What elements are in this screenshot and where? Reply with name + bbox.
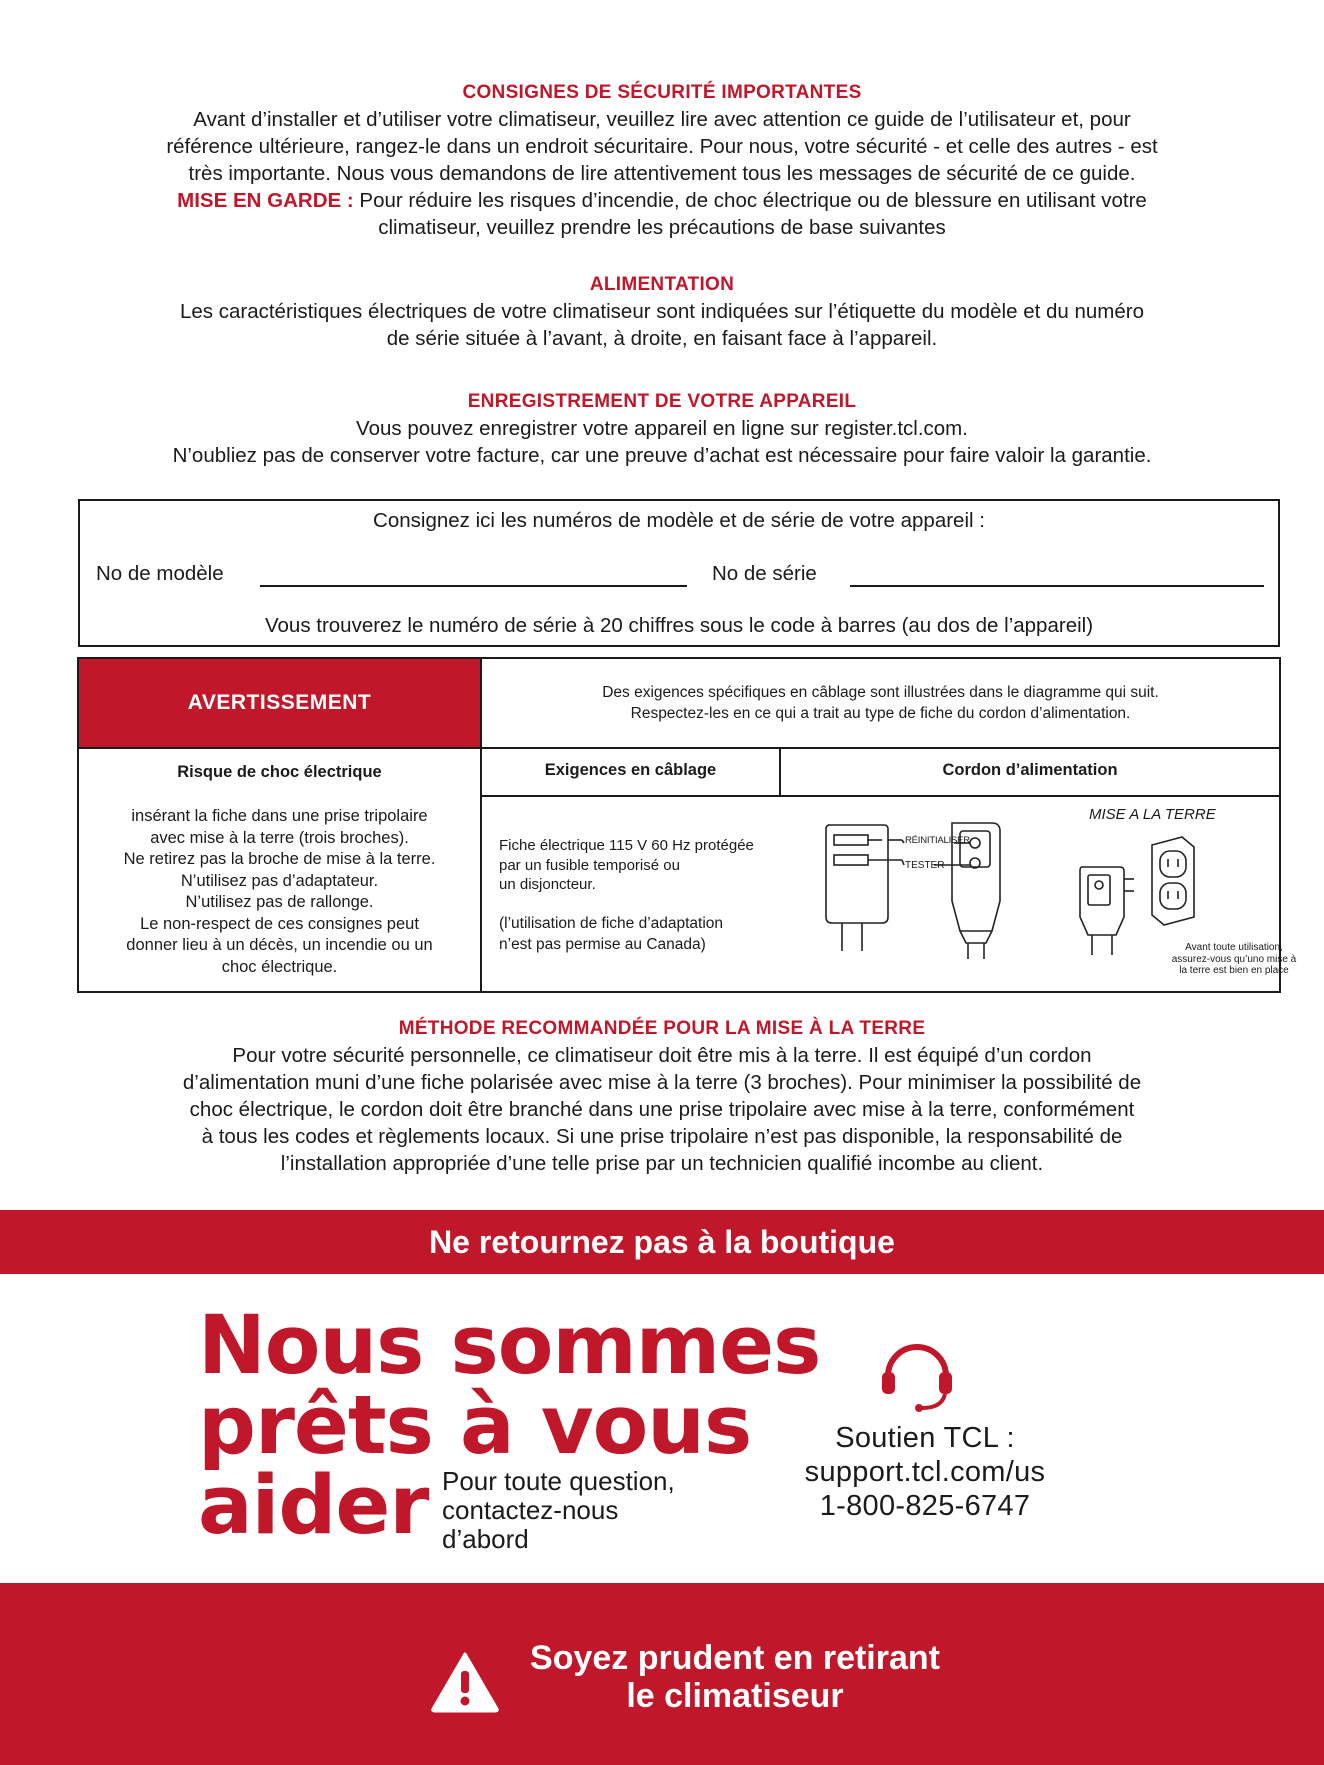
- cord-header: Cordon d’alimentation: [942, 761, 1118, 779]
- warning-intro-line: Des exigences spécifiques en câblage sont illustrées dans le diagramme qui suit.: [602, 684, 1159, 701]
- shock-text: [79, 806, 480, 978]
- help-heading-line: Nous sommes: [198, 1299, 821, 1393]
- ground-note-line: Avant toute utilisation,: [1185, 942, 1283, 953]
- grounding-section: [0, 1016, 1324, 1177]
- serial-label: No de série: [712, 562, 817, 585]
- warning-table: [77, 657, 1297, 993]
- registration-line: Vous pouvez enregistrer votre appareil en ligne sur register.tcl.com.: [356, 417, 968, 440]
- warning-icon: [430, 1651, 500, 1713]
- record-heading: Consignez ici les numéros de modèle et de série de votre appareil :: [373, 509, 985, 532]
- warning-header: AVERTISSEMENT: [79, 659, 480, 747]
- grounding-line: à tous les codes et règlements locaux. Si une prise tripolaire n’est pas disponible, la responsabilité de: [201, 1125, 1123, 1148]
- banner-line: le climatiseur: [626, 1677, 844, 1715]
- wiring-note: [499, 913, 799, 955]
- remove-carefully-banner: [0, 1583, 1324, 1765]
- caution-line-2: climatiseur, veuillez prendre les précautions de base suivantes: [378, 216, 946, 239]
- grounding-line: choc électrique, le cordon doit être branché dans une prise tripolaire avec mise à la terre, conformément: [189, 1098, 1135, 1121]
- power-line: de série située à l’avant, à droite, en faisant face à l’appareil.: [386, 327, 938, 350]
- wiring-line: Fiche électrique 115 V 60 Hz protégée: [499, 837, 754, 854]
- safety-section: [0, 80, 1324, 241]
- caution-text: Pour réduire les risques d’incendie, de choc électrique ou de blessure en utilisant votre: [353, 189, 1147, 212]
- grounding-title: MÉTHODE RECOMMANDÉE POUR LA MISE À LA TERRE: [398, 1018, 926, 1039]
- model-number-field[interactable]: [260, 585, 687, 587]
- table-divider: [79, 747, 1279, 749]
- wiring-header: Exigences en câblage: [544, 761, 717, 779]
- support-label: Soutien TCL :: [835, 1422, 1015, 1454]
- help-heading-line: prêts à vous: [198, 1379, 752, 1473]
- banner-line: Soyez prudent en retirant: [530, 1639, 940, 1677]
- shock-line: N’utilisez pas de rallonge.: [185, 893, 374, 911]
- warning-intro: [482, 682, 1279, 724]
- ground-note-line: la terre est bien en place: [1179, 965, 1289, 976]
- ground-label: MISE A LA TERRE: [1089, 806, 1216, 823]
- record-footer: Vous trouverez le numéro de série à 20 chiffres sous le code à barres (au dos de l’appareil): [264, 614, 1094, 637]
- safety-line: très importante. Nous vous demandons de lire attentivement tous les messages de sécurité de ce guide.: [188, 162, 1136, 185]
- shock-line: Ne retirez pas la broche de mise à la terre.: [123, 850, 436, 868]
- grounding-line: Pour votre sécurité personnelle, ce climatiseur doit être mis à la terre. Il est équipé d’un cordon: [232, 1044, 1092, 1067]
- registration-title: ENREGISTREMENT DE VOTRE APPAREIL: [467, 391, 857, 412]
- power-line: Les caractéristiques électriques de votre climatiseur sont indiquées sur l’étiquette du modèle et du numéro: [179, 300, 1145, 323]
- wiring-note-line: (l’utilisation de fiche d’adaptation: [499, 915, 724, 932]
- ground-note-line: assurez-vous qu’uno mise à: [1171, 953, 1297, 965]
- shock-line: N’utilisez pas d’adaptateur.: [180, 871, 379, 890]
- grounding-line: l’installation appropriée d’une telle prise par un technicien qualifié incombe au client.: [280, 1152, 1044, 1175]
- support-phone[interactable]: 1-800-825-6747: [819, 1490, 1031, 1522]
- grounded-outlet-illustration: [1076, 833, 1214, 957]
- shock-line: Le non-respect de ces consignes peut: [140, 914, 419, 933]
- shock-line: insérant la fiche dans une prise tripolaire: [131, 807, 428, 825]
- shock-title: Risque de choc électrique: [177, 763, 382, 781]
- wiring-note-line: n’est pas permise au Canada): [499, 936, 706, 953]
- registration-line: N’oubliez pas de conserver votre facture, car une preuve d’achat est nécessaire pour faire valoir la garantie.: [172, 444, 1152, 467]
- power-title: ALIMENTATION: [589, 274, 735, 295]
- wiring-line: par un fusible temporisé ou: [499, 856, 680, 874]
- serial-number-field[interactable]: [850, 585, 1264, 587]
- safety-line: référence ultérieure, rangez-le dans un endroit sécuritaire. Pour nous, votre sécurité - et celle des autres - est: [166, 135, 1158, 158]
- contact-note-line: Pour toute question,: [442, 1466, 675, 1496]
- wiring-text: [499, 836, 799, 895]
- ground-note: [1159, 942, 1309, 977]
- shock-line: donner lieu à un décès, un incendie ou un: [126, 936, 433, 954]
- model-label: No de modèle: [96, 562, 224, 585]
- support-info: [770, 1421, 1080, 1523]
- contact-note-line: contactez-nous: [442, 1495, 619, 1525]
- do-not-return-banner: Ne retournez pas à la boutique: [0, 1210, 1324, 1274]
- headset-icon: [876, 1338, 958, 1412]
- warning-intro-line: Respectez-les en ce qui a trait au type de fiche du cordon d’alimentation.: [630, 705, 1131, 722]
- help-heading-line: aider: [198, 1459, 429, 1553]
- wiring-line: un disjoncteur.: [499, 876, 596, 893]
- contact-note-line: d’abord: [442, 1524, 529, 1554]
- test-label: TESTER: [905, 860, 945, 871]
- grounding-line: d’alimentation muni d’une fiche polarisée avec mise à la terre (3 broches). Pour minimiser la possibilité de: [182, 1071, 1142, 1094]
- table-divider: [480, 795, 1279, 797]
- caution-line: [0, 187, 1324, 214]
- shock-line: choc électrique.: [221, 957, 338, 976]
- caution-label: MISE EN GARDE :: [177, 189, 354, 212]
- power-section: [0, 272, 1324, 352]
- reset-label: RÉINITIALISER: [905, 835, 970, 846]
- contact-note: [442, 1467, 675, 1554]
- shock-line: avec mise à la terre (trois broches).: [150, 828, 409, 847]
- gfci-plug-illustration: [822, 821, 1022, 993]
- support-url[interactable]: support.tcl.com/us: [804, 1456, 1046, 1488]
- safety-title: CONSIGNES DE SÉCURITÉ IMPORTANTES: [462, 82, 862, 103]
- safety-line: Avant d’installer et d’utiliser votre climatiseur, veuillez lire avec attention ce guide de l’utilisateur et, pour: [193, 108, 1131, 131]
- record-box: [78, 499, 1280, 647]
- registration-section: [0, 389, 1324, 469]
